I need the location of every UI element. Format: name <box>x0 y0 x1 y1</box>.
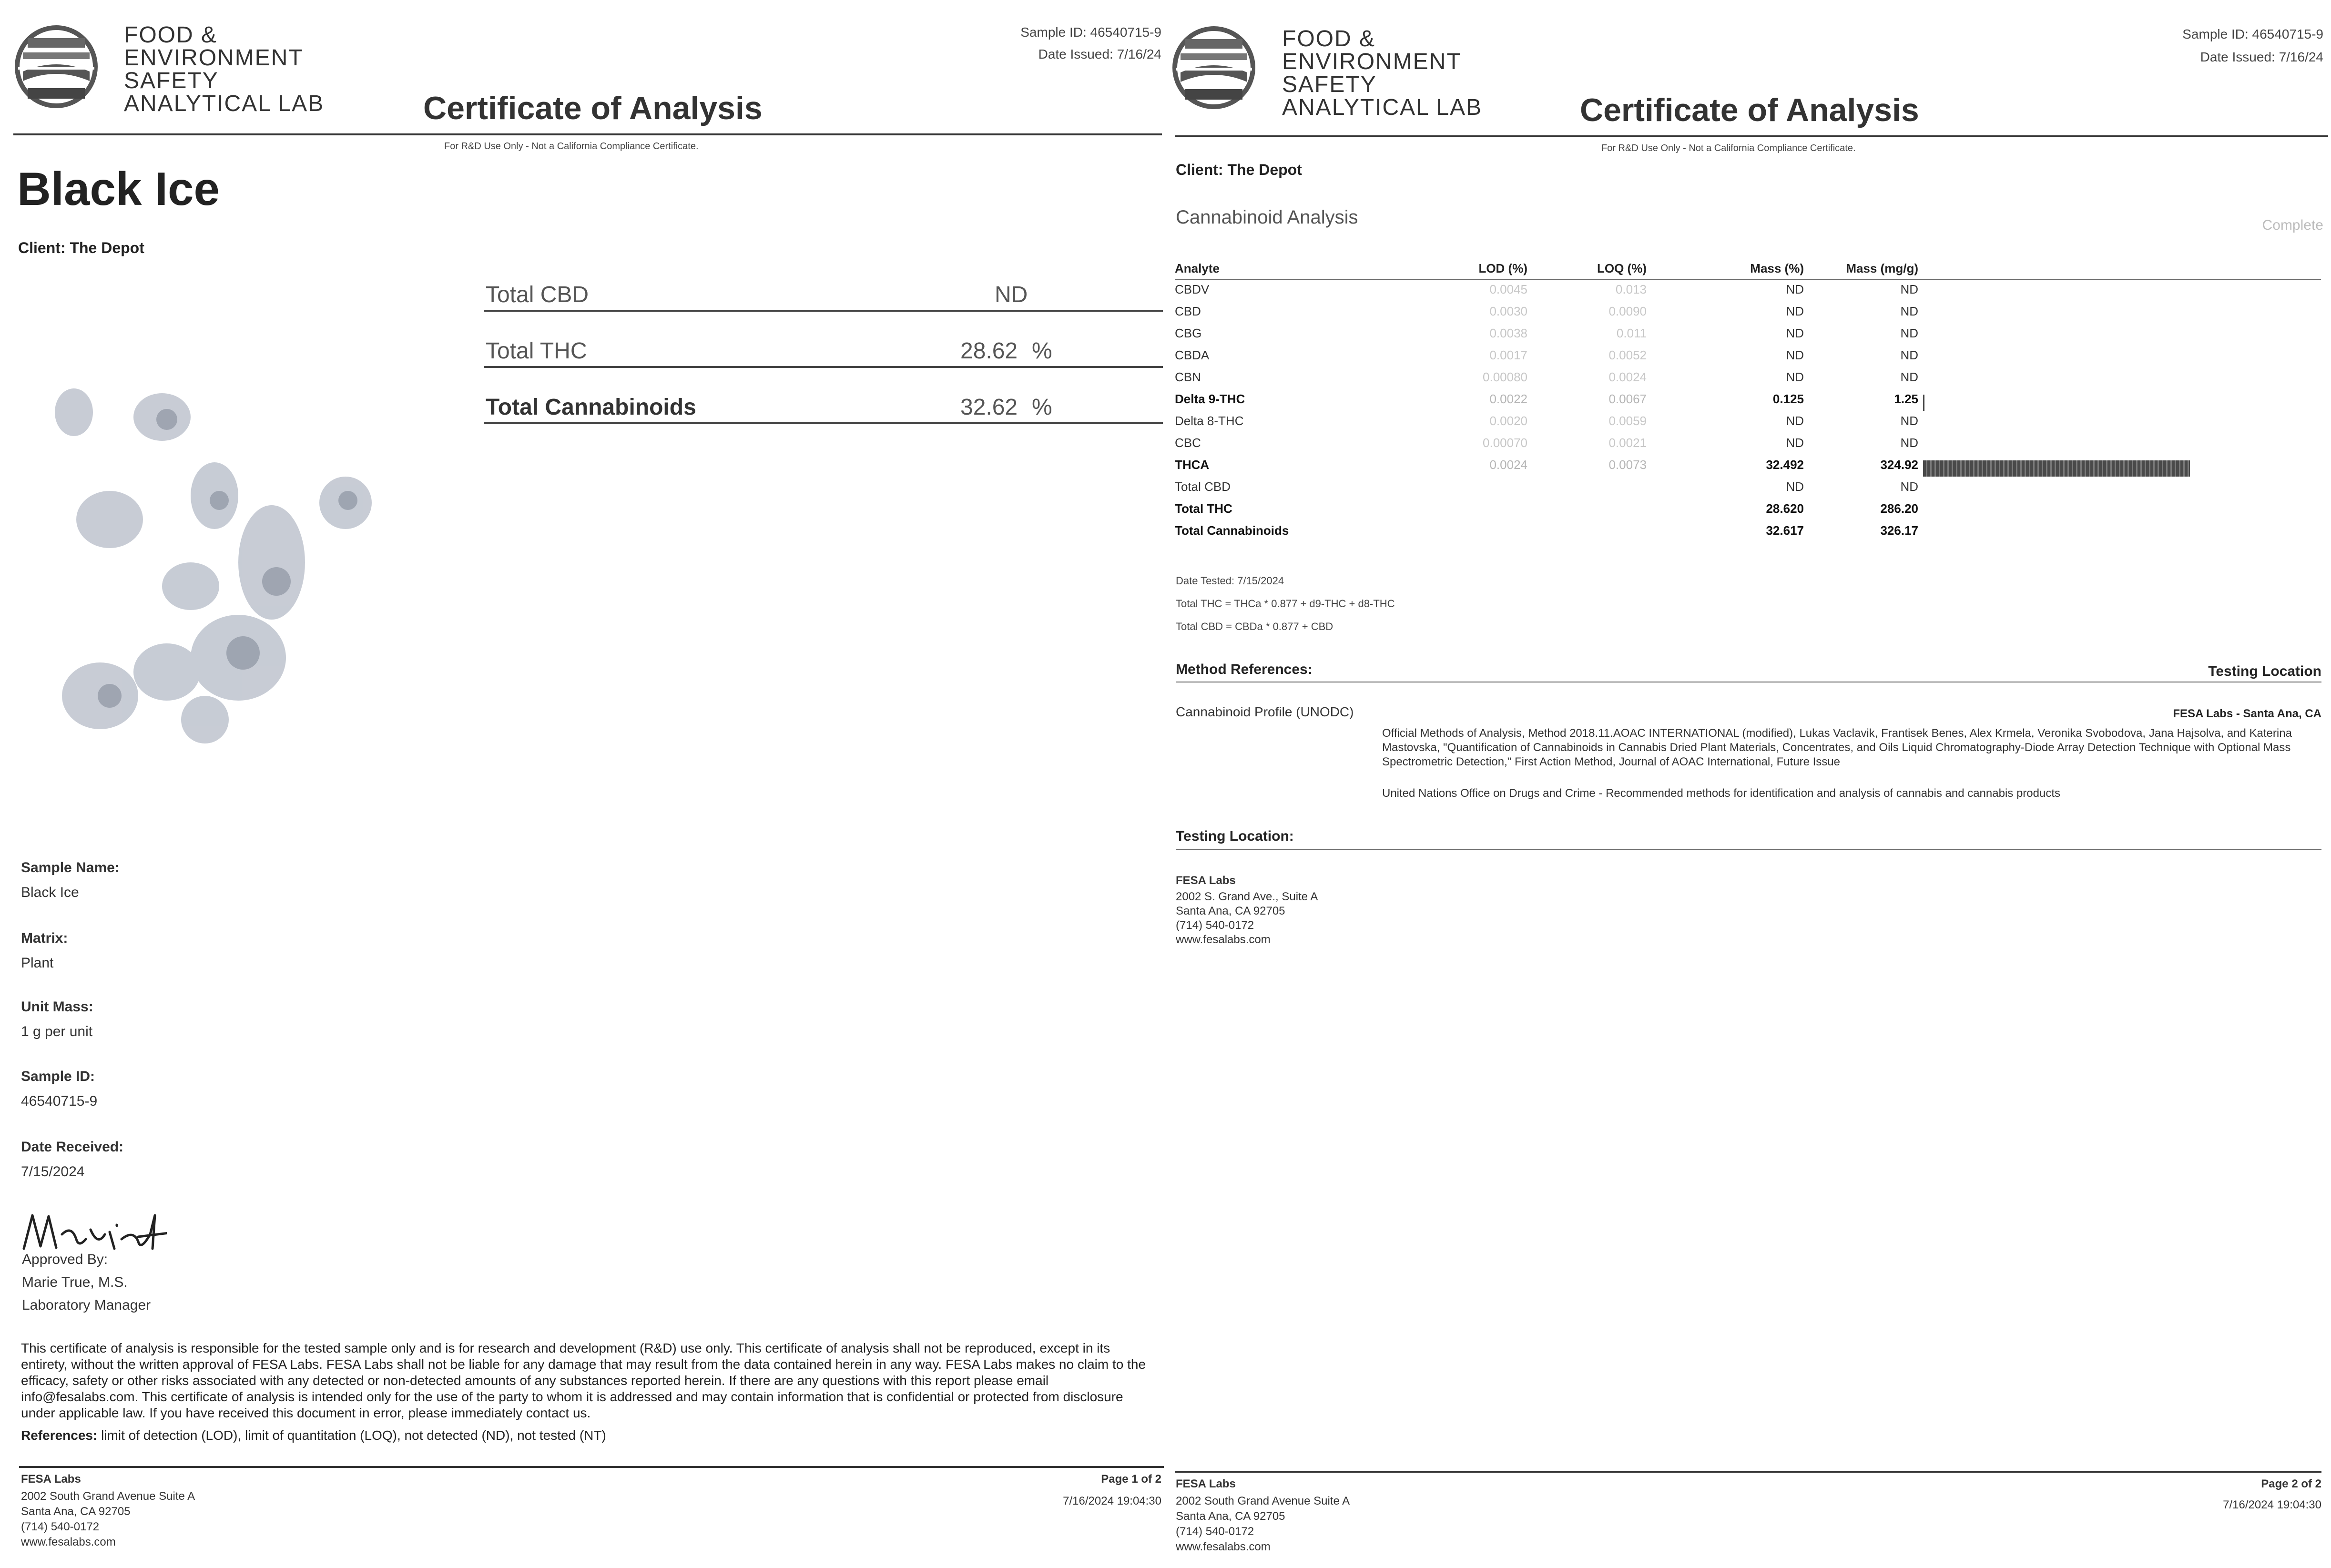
logo-line: SAFETY <box>124 68 219 93</box>
footer-address2: Santa Ana, CA 92705 <box>21 1505 131 1518</box>
location-rule <box>1176 849 2321 850</box>
date-received-value: 7/15/2024 <box>21 1164 85 1180</box>
table-row <box>1175 436 2321 458</box>
matrix-label: Matrix: <box>21 930 68 946</box>
table-header-mass-pct: Mass (%) <box>1750 261 1804 275</box>
logo-line: ENVIRONMENT <box>1282 49 1462 74</box>
analyte-cell: Total Cannabinoids <box>1175 523 1289 538</box>
mass-pct-cell: ND <box>1786 282 1804 296</box>
mass-mg-cell: ND <box>1900 326 1918 340</box>
table-row <box>1175 501 2321 523</box>
lod-cell: 0.0024 <box>1489 458 1527 472</box>
mass-pct-cell: ND <box>1786 414 1804 428</box>
unit-mass-value: 1 g per unit <box>21 1024 93 1039</box>
lab-name: FESA Labs <box>1176 874 1236 887</box>
lab-address1: 2002 S. Grand Ave., Suite A <box>1176 890 1318 903</box>
sample-name-label: Sample Name: <box>21 860 120 876</box>
summary-name: Total Cannabinoids <box>486 395 696 420</box>
lod-cell: 0.0038 <box>1489 326 1527 340</box>
loq-cell: 0.0090 <box>1608 304 1647 318</box>
table-header-rule <box>1175 279 2321 280</box>
header-rule <box>1175 135 2328 137</box>
method-references-heading: Method References: <box>1176 662 1313 677</box>
product-name: Black Ice <box>17 163 220 215</box>
approved-by-label: Approved By: <box>22 1252 108 1267</box>
logo-line: ENVIRONMENT <box>124 45 304 71</box>
mass-mg-cell: ND <box>1900 479 1918 494</box>
client-name: Client: The Depot <box>18 239 144 256</box>
mass-pct-cell: ND <box>1786 326 1804 340</box>
client-name: Client: The Depot <box>1176 161 1302 178</box>
cannabinoid-table <box>1175 257 2321 553</box>
table-row <box>1175 392 2321 414</box>
summary-row-total-thc <box>484 337 1163 368</box>
lab-web: www.fesalabs.com <box>1176 933 1271 946</box>
footer-rule <box>1175 1471 2321 1473</box>
logo-line: FOOD & <box>1282 26 1376 51</box>
analyte-cell: Total THC <box>1175 501 1232 516</box>
logo-line: ANALYTICAL LAB <box>1282 95 1483 120</box>
summary-unit: % <box>1032 338 1052 364</box>
concentration-bar <box>1923 460 2190 477</box>
sample-id-header: Sample ID: 46540715-9 <box>1020 25 1161 40</box>
page-title: Certificate of Analysis <box>423 90 763 126</box>
analyte-cell: THCA <box>1175 458 1210 472</box>
references-label: References: <box>21 1428 98 1443</box>
compliance-note: For R&D Use Only - Not a California Compliance Certificate. <box>1601 143 1856 153</box>
compliance-note: For R&D Use Only - Not a California Compliance Certificate. <box>444 141 699 152</box>
analyte-cell: CBG <box>1175 326 1202 340</box>
table-row <box>1175 414 2321 436</box>
mass-pct-cell: ND <box>1786 436 1804 450</box>
analyte-cell: CBDV <box>1175 282 1210 296</box>
method-citation: Official Methods of Analysis, Method 2018.11.AOAC INTERNATIONAL (modified), Lukas Vaclavik, Frantisek Benes, Alex Krmela, Veronika Svobodova, Jana Hajsolva, and Katerina Mastovska, "Quantification of Cannabinoids in Cannabis Dried Plant Materials, Concentrates, and Oils Liquid Chromatography-Diode Array Detection Technique with Optional Mass Spectrometric Detection," First Action Method, Journal of AOAC International, Future Issue <box>1382 727 2292 768</box>
footer-address1: 2002 South Grand Avenue Suite A <box>1176 1495 1350 1507</box>
table-row <box>1175 348 2321 370</box>
sample-id-value: 46540715-9 <box>21 1093 98 1109</box>
mass-pct-cell: ND <box>1786 479 1804 494</box>
approver-name: Marie True, M.S. <box>22 1274 128 1290</box>
footer-address2: Santa Ana, CA 92705 <box>1176 1510 1285 1523</box>
footer-phone: (714) 540-0172 <box>1176 1525 1254 1538</box>
page-number: Page 1 of 2 <box>1101 1473 1161 1486</box>
table-header-mass-mg: Mass (mg/g) <box>1846 261 1918 275</box>
formula-total-cbd: Total CBD = CBDa * 0.877 + CBD <box>1176 621 1333 632</box>
method-unodc: United Nations Office on Drugs and Crime - Recommended methods for identification and analysis of cannabis and cannabis products <box>1382 787 2060 800</box>
mass-mg-cell: 324.92 <box>1880 458 1918 472</box>
testing-location-section-heading: Testing Location: <box>1176 828 1294 844</box>
summary-row-total-cbd <box>484 281 1163 312</box>
formula-total-thc: Total THC = THCa * 0.877 + d9-THC + d8-THC <box>1176 598 1395 610</box>
sample-id-label: Sample ID: <box>21 1069 95 1084</box>
status-badge: Complete <box>2262 217 2323 233</box>
lab-logo-icon <box>13 19 99 114</box>
lab-logo-icon <box>1171 20 1257 115</box>
table-row <box>1175 370 2321 392</box>
table-row <box>1175 304 2321 326</box>
date-tested: Date Tested: 7/15/2024 <box>1176 575 1284 587</box>
mass-mg-cell: 286.20 <box>1880 501 1918 516</box>
loq-cell: 0.0021 <box>1608 436 1647 450</box>
testing-location-heading: Testing Location <box>2208 663 2321 679</box>
table-row <box>1175 479 2321 501</box>
table-header-analyte: Analyte <box>1175 261 1220 275</box>
method-name: Cannabinoid Profile (UNODC) <box>1176 704 1354 719</box>
certificate-page-2 <box>1165 0 2331 1568</box>
lod-cell: 0.00070 <box>1483 436 1527 450</box>
lod-cell: 0.0020 <box>1489 414 1527 428</box>
date-issued: Date Issued: 7/16/24 <box>2200 50 2323 64</box>
table-row <box>1175 523 2321 545</box>
lab-logo-text <box>124 24 324 115</box>
footer-web: www.fesalabs.com <box>21 1536 116 1548</box>
lab-logo-text <box>1282 28 1482 119</box>
summary-row-total-cannabinoids <box>484 394 1163 424</box>
summary-rule <box>484 422 1163 424</box>
table-header-lod: LOD (%) <box>1478 261 1527 275</box>
mass-pct-cell: 32.492 <box>1766 458 1804 472</box>
table-row <box>1175 326 2321 348</box>
summary-rule <box>484 366 1163 368</box>
sample-name-value: Black Ice <box>21 885 79 900</box>
mass-mg-cell: ND <box>1900 282 1918 296</box>
mass-mg-cell: ND <box>1900 304 1918 318</box>
lod-cell: 0.0030 <box>1489 304 1527 318</box>
mass-pct-cell: ND <box>1786 348 1804 362</box>
summary-rule <box>484 310 1163 312</box>
date-issued: Date Issued: 7/16/24 <box>1038 47 1161 61</box>
mass-mg-cell: ND <box>1900 348 1918 362</box>
mass-mg-cell: ND <box>1900 436 1918 450</box>
mass-pct-cell: 28.620 <box>1766 501 1804 516</box>
lod-cell: 0.0017 <box>1489 348 1527 362</box>
section-title: Cannabinoid Analysis <box>1176 207 1358 228</box>
footer-address1: 2002 South Grand Avenue Suite A <box>21 1490 195 1503</box>
loq-cell: 0.011 <box>1616 326 1647 340</box>
mass-pct-cell: 0.125 <box>1772 392 1804 406</box>
analyte-cell: CBC <box>1175 436 1201 450</box>
logo-line: SAFETY <box>1282 72 1377 97</box>
references-line <box>21 1428 606 1443</box>
page-number: Page 2 of 2 <box>2261 1477 2321 1490</box>
summary-name: Total THC <box>486 338 587 364</box>
table-row <box>1175 458 2321 479</box>
certificate-page-1 <box>0 0 1165 1568</box>
lod-cell: 0.0045 <box>1489 282 1527 296</box>
footer-web: www.fesalabs.com <box>1176 1540 1271 1553</box>
loq-cell: 0.013 <box>1615 282 1647 296</box>
matrix-value: Plant <box>21 955 54 971</box>
summary-value: 32.62 <box>960 395 1018 420</box>
mass-mg-cell: 326.17 <box>1880 523 1918 538</box>
lab-phone: (714) 540-0172 <box>1176 919 1254 932</box>
signature <box>19 1206 167 1258</box>
loq-cell: 0.0067 <box>1608 392 1647 406</box>
footer-timestamp: 7/16/2024 19:04:30 <box>2223 1498 2321 1511</box>
table-row <box>1175 282 2321 304</box>
analyte-cell: CBN <box>1175 370 1201 384</box>
disclaimer-text: This certificate of analysis is responsible for the tested sample only and is for research and development (R&D) use only. This certificate of analysis shall not be reproduced, except in its entirety, without the written approval of FESA Labs. FESA Labs shall not be liable for any damage that may result from the data contained herein in any way. FESA Labs makes no claim to the efficacy, safety or other risks associated with any detected or non-detected amounts of any substances reported herein. If there are any questions with this report please email info@fesalabs.com. This certificate of analysis is intended only for the use of the party to whom it is addressed and may contain information that is confidential or protected from disclosure under applicable law. If you have received this document in error, please immediately contact us. <box>21 1341 1146 1420</box>
concentration-bar <box>1923 395 1924 411</box>
mass-mg-cell: 1.25 <box>1894 392 1918 406</box>
page-title: Certificate of Analysis <box>1580 92 1919 128</box>
loq-cell: 0.0073 <box>1608 458 1647 472</box>
footer-phone: (714) 540-0172 <box>21 1520 100 1533</box>
analyte-cell: CBDA <box>1175 348 1210 362</box>
footer-company: FESA Labs <box>21 1473 81 1486</box>
loq-cell: 0.0024 <box>1608 370 1647 384</box>
lod-cell: 0.0022 <box>1489 392 1527 406</box>
logo-line: FOOD & <box>124 22 218 48</box>
lod-cell: 0.00080 <box>1483 370 1527 384</box>
sample-photo <box>48 381 391 753</box>
loq-cell: 0.0059 <box>1608 414 1647 428</box>
unit-mass-label: Unit Mass: <box>21 999 93 1015</box>
approver-role: Laboratory Manager <box>22 1297 151 1313</box>
mass-pct-cell: ND <box>1786 370 1804 384</box>
summary-value: 28.62 <box>960 338 1018 364</box>
analyte-cell: Total CBD <box>1175 479 1231 494</box>
analyte-cell: CBD <box>1175 304 1201 318</box>
mass-pct-cell: ND <box>1786 304 1804 318</box>
references-text: limit of detection (LOD), limit of quantitation (LOQ), not detected (ND), not tested (NT) <box>101 1428 606 1443</box>
lab-address2: Santa Ana, CA 92705 <box>1176 905 1285 917</box>
analyte-cell: Delta 8-THC <box>1175 414 1244 428</box>
summary-value: ND <box>995 282 1028 307</box>
mass-pct-cell: 32.617 <box>1766 523 1804 538</box>
header-rule <box>13 133 1162 135</box>
summary-unit: % <box>1032 395 1052 420</box>
summary-name: Total CBD <box>486 282 589 307</box>
footer-timestamp: 7/16/2024 19:04:30 <box>1063 1495 1161 1507</box>
mass-mg-cell: ND <box>1900 414 1918 428</box>
footer-rule <box>19 1466 1164 1468</box>
date-received-label: Date Received: <box>21 1139 124 1155</box>
footer-company: FESA Labs <box>1176 1477 1236 1490</box>
loq-cell: 0.0052 <box>1608 348 1647 362</box>
mass-mg-cell: ND <box>1900 370 1918 384</box>
analyte-cell: Delta 9-THC <box>1175 392 1245 406</box>
logo-line: ANALYTICAL LAB <box>124 91 325 116</box>
method-location: FESA Labs - Santa Ana, CA <box>2173 707 2321 720</box>
sample-id-header: Sample ID: 46540715-9 <box>2182 27 2323 41</box>
table-header-loq: LOQ (%) <box>1597 261 1647 275</box>
